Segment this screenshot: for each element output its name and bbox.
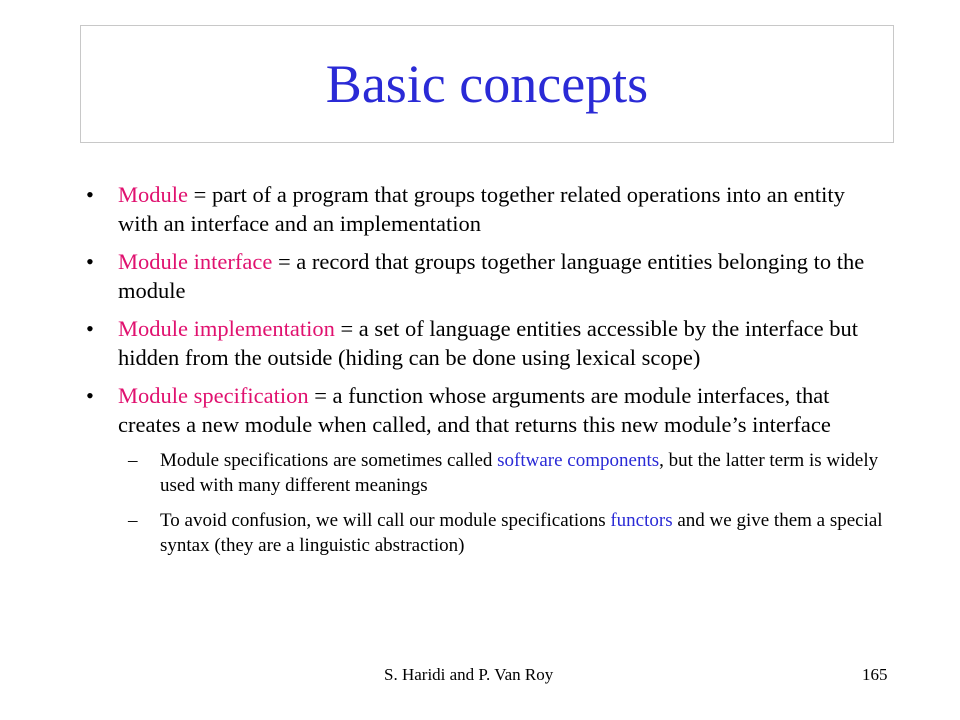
bullet-text: = part of a program that groups together related operations into an entity with an interface and an implementation	[118, 182, 845, 236]
bullet-marker: •	[86, 249, 94, 274]
bullet-module	[84, 180, 884, 238]
footer-author: S. Haridi and P. Van Roy	[384, 665, 554, 684]
bullet-module-interface	[84, 247, 884, 305]
bullet-term: Module	[118, 182, 188, 207]
slide-title: Basic concepts	[325, 54, 649, 114]
bullet-marker: •	[86, 182, 94, 207]
slide-content	[84, 180, 884, 568]
subbullet-term: functors	[610, 510, 673, 531]
subbullet-text-before: To avoid confusion, we will call our module specifications	[160, 510, 611, 531]
bullet-marker: •	[86, 316, 94, 341]
bullet-module-specification	[84, 381, 884, 439]
bullet-text: = a function whose arguments are module interfaces, that creates a new module when called, and that returns this new module’s interface	[118, 383, 831, 437]
bullet-text: = a set of language entities accessible by the interface but hidden from the outside (hiding can be done using lexical scope)	[118, 316, 858, 370]
page-number: 165	[862, 665, 888, 684]
bullet-term: Module specification	[118, 383, 309, 408]
subbullet-text-before: Module specifications are sometimes called	[160, 450, 498, 471]
bullet-term: Module implementation	[118, 316, 335, 341]
subbullet-software-components	[84, 448, 884, 498]
title-box	[80, 25, 894, 143]
subbullet-functors	[84, 508, 884, 558]
bullet-marker: •	[86, 383, 94, 408]
subbullet-marker: –	[128, 510, 138, 531]
bullet-text: = a record that groups together language entities belonging to the module	[118, 249, 865, 303]
subbullet-marker: –	[128, 450, 138, 471]
bullet-term: Module interface	[118, 249, 273, 274]
subbullet-text-after: , but the latter term is widely used with many different meanings	[160, 450, 879, 496]
subbullet-text-after: and we give them a special syntax (they are a linguistic abstraction)	[160, 510, 883, 556]
subbullet-term: software components	[497, 450, 660, 471]
bullet-module-implementation	[84, 314, 884, 372]
